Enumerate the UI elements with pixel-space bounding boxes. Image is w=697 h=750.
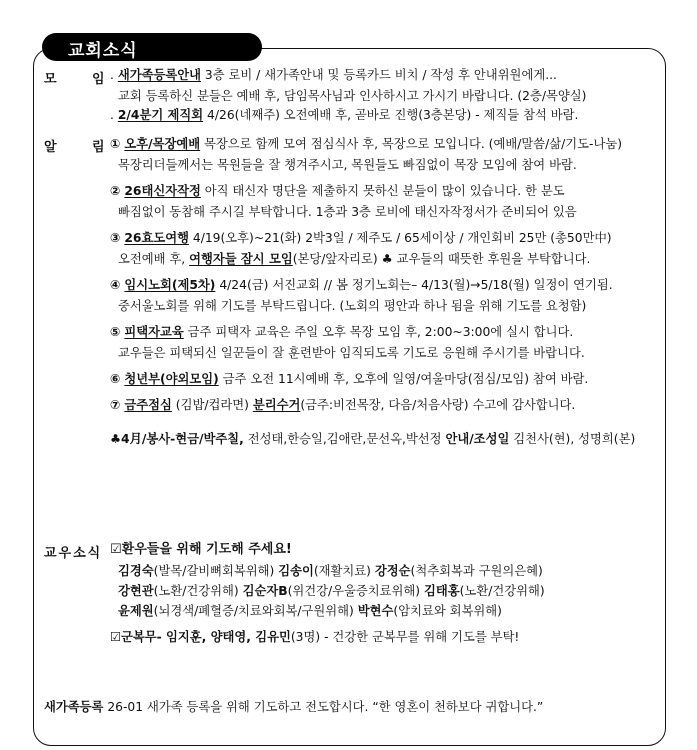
- label-allim-a: 알: [44, 140, 57, 155]
- military-prayer: ☑군복무- 임지훈, 양태영, 김유민(3명) - 건강한 군복무를 위해 기도를 부탁!: [110, 630, 520, 644]
- moim-item-2: . 2/4분기 제직회 4/26(네째주) 오전예배 후, 곧바로 진행(3층본당) - 제직들 참석 바람.: [110, 108, 579, 122]
- notice-item-3-line2: 오전예배 후, 여행자들 잠시 모임(본당/앞자리로) ♣ 교우들의 때뜻한 후원을 부탁합니다.: [118, 252, 591, 266]
- new-family-registration: 새가족등록 26-01 새가족 등록을 위해 기도하고 전도합시다. “한 영혼이 천하보다 귀합니다.”: [44, 700, 544, 714]
- moim-item-1-line2: 교회 등록하신 분들은 예배 후, 담임목사님과 인사하시고 가시기 바랍니다. (2층/목양실): [118, 89, 587, 103]
- notice-item-2: ② 26태신자작정 아직 태신자 명단을 제출하지 못하신 분들이 많이 있습니다. 한 분도: [110, 184, 565, 198]
- prayer-line-3: 윤제원(뇌경색/폐혈증/치료와회복/구원위해) 박현수(암치료와 회복위해): [118, 604, 502, 618]
- notice-item-5-line2: 교우들은 피택되신 일꾼들이 잘 훈련받아 임직되도록 기도로 응원해 주시기를 바랍니다.: [118, 346, 585, 360]
- prayer-title: ☑환우들을 위해 기도해 주세요!: [110, 542, 292, 557]
- label-moim-b: 임: [92, 72, 105, 87]
- notice-item-1: ① 오후/목장예배 목장으로 함께 모여 점심식사 후, 목장으로 모입니다. (예배/말씀/삶/기도-나눔): [110, 137, 623, 151]
- notice-item-1-line2: 목장리더들께서는 목원들을 잘 챙겨주시고, 목원들도 빠짐없이 목장 모임에 참여 바람.: [118, 158, 577, 172]
- label-members: 교우소식: [44, 546, 103, 561]
- page-title: 교회소식: [68, 41, 138, 61]
- club-icon: ♣: [110, 432, 122, 446]
- section-title-tab: [42, 33, 262, 61]
- notice-item-6: ⑥ 청년부(야외모임) 금주 오전 11시예배 후, 오후에 일영/여울마당(점심/모임) 참여 바람.: [110, 372, 589, 386]
- label-allim-b: 림: [92, 140, 105, 155]
- prayer-line-2: 강현관(노환/건강위해) 김순자B(위건강/우울증치료위해) 김태홍(노환/건강위해): [118, 584, 545, 598]
- notice-item-4: ④ 임시노회(제5차) 4/24(금) 서진교회 // 봄 정기노회는– 4/13(월)→5/18(월) 일정이 연기됨.: [110, 278, 613, 292]
- notice-item-3: ③ 26효도여행 4/19(오후)~21(화) 2박3일 / 제주도 / 65세이상 / 개인회비 25만 (총50만中): [110, 231, 612, 245]
- moim-item-1: . 새가족등록안내 3층 로비 / 새가족안내 및 등록카드 비치 / 작성 후 안내위원에게...: [110, 68, 557, 82]
- label-moim-a: 모: [44, 72, 57, 87]
- prayer-line-1: 김경숙(발목/갈비뼈회복위해) 김송이(재활치료) 강정순(척추회복과 구원의은혜): [118, 564, 543, 578]
- notice-item-4-line2: 중서울노회를 위해 기도를 부탁드립니다. (노회의 평안과 하나 됨을 위해 기도를 요청함): [118, 299, 587, 313]
- quarterly-meeting-title: 2/4분기 제직회: [117, 108, 204, 122]
- notice-item-2-line2: 빠짐없이 동참해 주시길 부탁합니다. 1층과 3층 로비에 태신자작정서가 준비되어 있음: [118, 205, 577, 219]
- service-roster: ♣4月/봉사-현금/박주칠, 전성태,한승일,김애란,문선옥,박선정 안내/조성일 김천사(현), 성명희(본): [110, 432, 636, 446]
- notice-item-5: ⑤ 피택자교육 금주 피택자 교육은 주일 오후 목장 모임 후, 2:00~3:00에 실시 합니다.: [110, 325, 574, 339]
- new-family-guide-title: 새가족등록안내: [117, 68, 201, 82]
- notice-item-7: ⑦ 금주점심 (김밥/컵라면) 분리수거(금주:비전목장, 다음/처음사랑) 수고에 감사합니다.: [110, 398, 576, 412]
